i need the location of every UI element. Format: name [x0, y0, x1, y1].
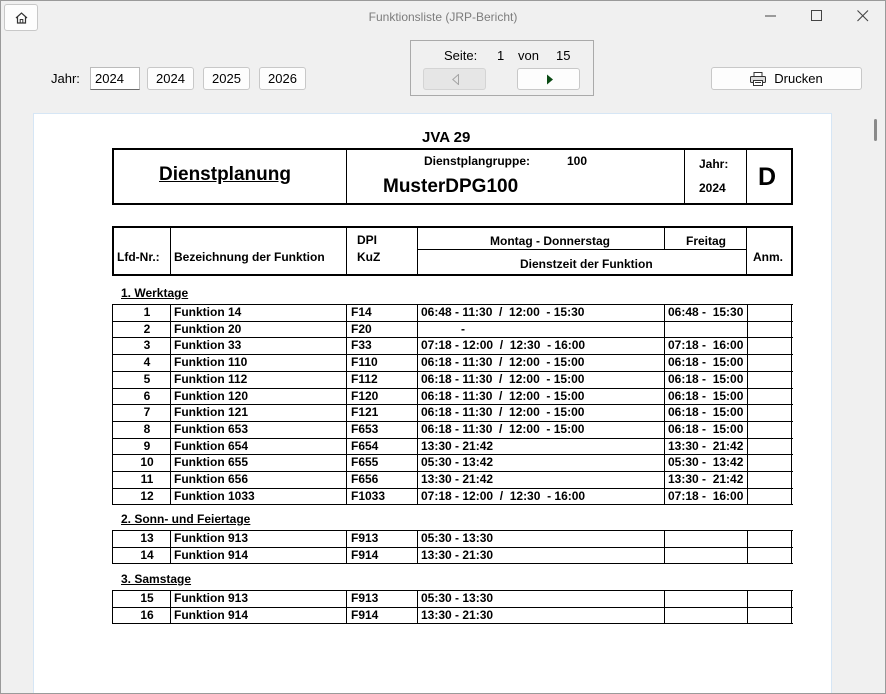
row-function-name: Funktion 656: [174, 472, 249, 486]
section-title: 3. Samstage: [121, 572, 192, 586]
column-line: [664, 530, 665, 563]
col-bezeichnung: Bezeichnung der Funktion: [174, 250, 325, 264]
row-mo-do-time: 06:18 - 11:30 / 12:00 - 15:00: [421, 372, 585, 386]
row-mo-do-time: -: [421, 322, 466, 336]
colhead-div-3: [417, 226, 418, 276]
column-line: [747, 590, 748, 623]
row-mo-do-time: 05:30 - 13:30: [421, 531, 494, 545]
total-pages: 15: [556, 48, 571, 63]
header-divider-1: [346, 148, 347, 205]
column-line: [664, 304, 665, 504]
row-mo-do-time: 13:30 - 21:42: [421, 472, 494, 486]
row-function-name: Funktion 913: [174, 591, 249, 605]
row-number: 3: [143, 338, 151, 352]
header-box-right: [791, 148, 793, 205]
row-number: 6: [143, 389, 151, 403]
row-freitag-time: 06:18 - 15:00: [668, 405, 744, 419]
row-mo-do-time: 05:30 - 13:42: [421, 455, 494, 469]
row-freitag-time: 07:18 - 16:00: [668, 489, 744, 503]
row-mo-do-time: 05:30 - 13:30: [421, 591, 494, 605]
row-kuz: F653: [351, 422, 379, 436]
col-dpi: DPI: [357, 233, 378, 247]
row-freitag-time: 13:30 - 21:42: [668, 472, 744, 486]
row-kuz: F112: [351, 372, 378, 386]
row-function-name: Funktion 914: [174, 548, 249, 562]
row-number: 8: [143, 422, 151, 436]
row-kuz: F914: [351, 608, 379, 622]
row-kuz: F33: [351, 338, 372, 352]
row-number: 7: [143, 405, 151, 419]
row-function-name: Funktion 913: [174, 531, 249, 545]
column-line: [791, 530, 792, 563]
column-line: [747, 304, 748, 504]
section-title: 1. Werktage: [121, 286, 189, 300]
row-kuz: F913: [351, 591, 379, 605]
column-line: [417, 530, 418, 563]
colhead-bottom: [112, 274, 793, 276]
row-freitag-time: 06:48 - 15:30: [668, 305, 744, 319]
col-kuz: KuZ: [357, 250, 381, 264]
row-mo-do-time: 06:18 - 11:30 / 12:00 - 15:00: [421, 405, 585, 419]
row-freitag-time: 06:18 - 15:00: [668, 422, 744, 436]
row-function-name: Funktion 112: [174, 372, 248, 386]
colhead-div-1: [170, 226, 171, 276]
column-line: [346, 590, 347, 623]
row-freitag-time: 06:18 - 15:00: [668, 355, 744, 369]
row-mo-do-time: 13:30 - 21:42: [421, 439, 494, 453]
print-label: Drucken: [774, 71, 823, 86]
header-box-left: [112, 148, 114, 205]
row-freitag-time: 06:18 - 15:00: [668, 372, 744, 386]
col-freitag: Freitag: [686, 234, 727, 248]
report-heading: Dienstplanung: [159, 164, 291, 185]
group-number: 100: [567, 154, 588, 168]
row-function-name: Funktion 20: [174, 322, 242, 336]
vertical-scrollbar[interactable]: [867, 113, 885, 693]
colhead-right: [791, 226, 793, 276]
report-year: 2024: [699, 181, 726, 195]
row-freitag-time: 06:18 - 15:00: [668, 389, 744, 403]
row-kuz: F1033: [351, 489, 386, 503]
row-kuz: F110: [351, 355, 378, 369]
header-box-top: [112, 148, 793, 150]
von-label: von: [518, 48, 539, 63]
row-function-name: Funktion 120: [174, 389, 249, 403]
seite-label: Seite:: [444, 48, 478, 63]
column-line: [791, 590, 792, 623]
column-line: [346, 304, 347, 504]
section-title: 2. Sonn- und Feiertage: [121, 512, 251, 526]
row-kuz: F656: [351, 472, 379, 486]
row-line: [112, 563, 793, 564]
year-button-2024[interactable]: 2024: [147, 67, 194, 90]
row-number: 15: [140, 591, 154, 605]
row-mo-do-time: 13:30 - 21:30: [421, 548, 494, 562]
row-number: 11: [140, 472, 154, 486]
col-lfd: Lfd-Nr.:: [117, 250, 160, 264]
report-viewer[interactable]: [1, 113, 867, 693]
current-page: 1: [497, 48, 505, 63]
jahr-input[interactable]: 2024: [90, 67, 140, 90]
group-label: Dienstplangruppe:: [424, 154, 531, 168]
row-function-name: Funktion 653: [174, 422, 249, 436]
row-mo-do-time: 06:18 - 11:30 / 12:00 - 15:00: [421, 422, 585, 436]
row-function-name: Funktion 655: [174, 455, 249, 469]
row-kuz: F14: [351, 305, 372, 319]
scrollbar-thumb[interactable]: [874, 119, 877, 141]
row-kuz: F20: [351, 322, 372, 336]
row-number: 10: [140, 455, 154, 469]
row-mo-do-time: 06:48 - 11:30 / 12:00 - 15:30: [421, 305, 585, 319]
row-number: 1: [143, 305, 151, 319]
header-divider-3: [746, 148, 747, 205]
column-line: [417, 590, 418, 623]
row-function-name: Funktion 914: [174, 608, 249, 622]
row-function-name: Funktion 110: [174, 355, 248, 369]
row-function-name: Funktion 121: [174, 405, 249, 419]
column-line: [747, 530, 748, 563]
column-line: [346, 530, 347, 563]
year-button-2025[interactable]: 2025: [203, 67, 250, 90]
row-number: 13: [140, 531, 154, 545]
colhead-div-5: [664, 226, 665, 250]
row-number: 4: [143, 355, 151, 369]
row-mo-do-time: 06:18 - 11:30 / 12:00 - 15:00: [421, 389, 585, 403]
row-number: 9: [143, 439, 151, 453]
report-content: [2, 2, 886, 694]
colhead-mid: [417, 249, 747, 250]
jahr-label: Jahr:: [51, 71, 80, 86]
row-mo-do-time: 13:30 - 21:30: [421, 608, 494, 622]
column-line: [664, 590, 665, 623]
row-kuz: F655: [351, 455, 379, 469]
institution: JVA 29: [422, 129, 471, 146]
row-line: [112, 504, 793, 505]
row-kuz: F913: [351, 531, 379, 545]
row-mo-do-time: 07:18 - 12:00 / 12:30 - 16:00: [421, 338, 586, 352]
row-freitag-time: 07:18 - 16:00: [668, 338, 744, 352]
group-name: MusterDPG100: [383, 176, 519, 197]
row-kuz: F654: [351, 439, 379, 453]
colhead-div-2: [346, 226, 347, 276]
col-dienstzeit: Dienstzeit der Funktion: [520, 257, 653, 271]
row-mo-do-time: 06:18 - 11:30 / 12:00 - 15:00: [421, 355, 585, 369]
colhead-div-4: [746, 226, 747, 276]
row-kuz: F914: [351, 548, 379, 562]
row-number: 2: [143, 322, 151, 336]
column-line: [417, 304, 418, 504]
row-number: 16: [140, 608, 154, 622]
col-anm: Anm.: [753, 250, 783, 264]
row-number: 12: [140, 489, 154, 503]
row-function-name: Funktion 14: [174, 305, 242, 319]
row-number: 5: [143, 372, 151, 386]
row-function-name: Funktion 33: [174, 338, 242, 352]
row-kuz: F121: [351, 405, 379, 419]
window-title: Funktionsliste (JRP-Bericht): [368, 10, 518, 24]
row-function-name: Funktion 654: [174, 439, 249, 453]
column-line: [791, 304, 792, 504]
year-button-2026[interactable]: 2026: [259, 67, 306, 90]
row-line: [112, 623, 793, 624]
colhead-left: [112, 226, 114, 276]
row-function-name: Funktion 1033: [174, 489, 255, 503]
row-kuz: F120: [351, 389, 379, 403]
row-mo-do-time: 07:18 - 12:00 / 12:30 - 16:00: [421, 489, 586, 503]
header-divider-2: [684, 148, 685, 205]
row-freitag-time: 05:30 - 13:42: [668, 455, 744, 469]
row-freitag-time: 13:30 - 21:42: [668, 439, 744, 453]
colhead-top: [112, 226, 793, 228]
header-box-bottom: [112, 203, 793, 205]
col-montag-donnerstag: Montag - Donnerstag: [490, 234, 610, 248]
year-label: Jahr:: [699, 157, 729, 171]
report-page: [33, 113, 832, 694]
report-letter: D: [758, 163, 777, 191]
row-number: 14: [140, 548, 154, 562]
